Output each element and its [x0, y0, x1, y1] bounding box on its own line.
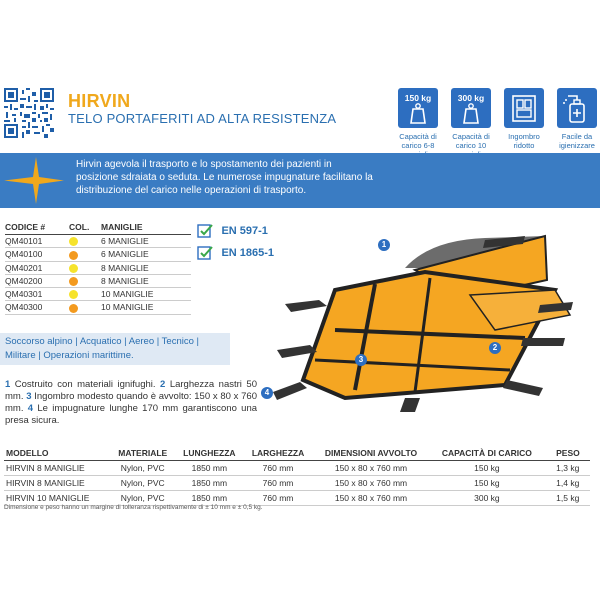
- handles-cell: 10 MANIGLIE: [101, 301, 191, 314]
- stretcher-illustration: [255, 220, 595, 420]
- handles-cell: 6 MANIGLIE: [101, 235, 191, 248]
- desc-number: 4: [27, 403, 34, 414]
- spec-row: [4, 461, 590, 476]
- spec-cell: 1,5 kg: [544, 491, 590, 506]
- color-swatch: [69, 264, 78, 273]
- check-icon: [197, 223, 213, 239]
- spec-cell: 1850 mm: [175, 491, 244, 506]
- spec-header: LARGHEZZA: [244, 446, 313, 461]
- spec-cell: 1850 mm: [175, 461, 244, 476]
- code-cell: QM40201: [5, 261, 69, 274]
- qr-code-icon: [4, 88, 54, 138]
- codes-row: [5, 274, 191, 287]
- certification-label: EN 597-1: [221, 224, 268, 237]
- feature-caption: Capacità di carico 6-8: [399, 132, 437, 150]
- spec-header: CAPACITÀ DI CARICO: [430, 446, 545, 461]
- handles-cell: 10 MANIGLIE: [101, 288, 191, 301]
- desc-text: Le impugnature lunghe 170 mm garantiscono una presa sicura.: [5, 403, 258, 426]
- certification-label: EN 1865-1: [221, 246, 275, 259]
- spec-cell: 760 mm: [244, 461, 313, 476]
- codes-row: [5, 261, 191, 274]
- weight-150-label: 150 kg: [404, 93, 432, 103]
- color-cell: [69, 261, 101, 274]
- color-swatch: [69, 290, 78, 299]
- feature-caption: Capacità di carico 10: [452, 132, 490, 150]
- spec-cell: 150 x 80 x 760 mm: [312, 491, 429, 506]
- sanitizer-icon: [557, 88, 597, 128]
- weight-300kg-icon: [451, 88, 491, 128]
- spec-cell: HIRVIN 8 MANIGLIE: [4, 476, 111, 491]
- codes-row: [5, 235, 191, 248]
- spec-cell: HIRVIN 10 MANIGLIE: [4, 491, 111, 506]
- callout-3: 3: [355, 354, 367, 366]
- spec-cell: 1850 mm: [175, 476, 244, 491]
- weight-300-label: 300 kg: [457, 93, 485, 103]
- color-swatch: [69, 237, 78, 246]
- spec-table: [4, 446, 590, 506]
- spec-header: LUNGHEZZA: [175, 446, 244, 461]
- codes-header: CODICE #: [5, 222, 69, 235]
- codes-header: COL.: [69, 222, 101, 235]
- weight-150kg-icon: [398, 88, 438, 128]
- spec-cell: 760 mm: [244, 476, 313, 491]
- spec-row: [4, 476, 590, 491]
- stretcher-photo: [255, 220, 595, 420]
- code-cell: QM40101: [5, 235, 69, 248]
- spec-cell: 150 kg: [430, 461, 545, 476]
- color-cell: [69, 235, 101, 248]
- color-swatch: [69, 251, 78, 260]
- check-icon: [197, 245, 213, 261]
- color-cell: [69, 288, 101, 301]
- spec-header: PESO: [544, 446, 590, 461]
- spec-cell: HIRVIN 8 MANIGLIE: [4, 461, 111, 476]
- desc-text: Ingombro modesto quando è avvolto: 150 x 80 x 760 mm.: [5, 391, 257, 414]
- handles-cell: 6 MANIGLIE: [101, 248, 191, 261]
- spec-header: MODELLO: [4, 446, 111, 461]
- features-description: [5, 379, 257, 427]
- code-cell: QM40301: [5, 288, 69, 301]
- feature-caption: Facile da igienizzare: [559, 132, 595, 150]
- spec-cell: 150 kg: [430, 476, 545, 491]
- product-subtitle: TELO PORTAFERITI AD ALTA RESISTENZA: [68, 111, 337, 126]
- intro-text: Hirvin agevola il trasporto e lo spostamento dei pazienti in posizione sdraiata o seduta. Le numerose impugnature facilitano la distribuzione del carico nelle operazioni di trasporto.: [76, 159, 373, 196]
- color-cell: [69, 274, 101, 287]
- desc-text: Costruito con materiali ignifughi.: [10, 379, 161, 390]
- spec-header: MATERIALE: [111, 446, 175, 461]
- desc-number: 3: [26, 391, 32, 402]
- codes-row: [5, 301, 191, 314]
- code-cell: QM40300: [5, 301, 69, 314]
- spec-header: DIMENSIONI AVVOLTO: [312, 446, 429, 461]
- color-swatch: [69, 304, 78, 313]
- codes-row: [5, 248, 191, 261]
- spec-cell: 150 x 80 x 760 mm: [312, 476, 429, 491]
- spec-cell: 1,4 kg: [544, 476, 590, 491]
- spec-cell: 150 x 80 x 760 mm: [312, 461, 429, 476]
- spec-cell: 760 mm: [244, 491, 313, 506]
- color-cell: [69, 248, 101, 261]
- spec-cell: Nylon, PVC: [111, 476, 175, 491]
- desc-number: 1: [5, 379, 11, 390]
- brand-title: HIRVIN: [68, 91, 131, 111]
- tolerance-note: Dimensione e peso hanno un margine di tolleranza rispettivamente di ± 10 mm e ± 0,5 kg.: [4, 504, 263, 511]
- spec-cell: Nylon, PVC: [111, 491, 175, 506]
- desc-text: Larghezza nastri 50 mm.: [5, 379, 257, 402]
- spec-cell: 1,3 kg: [544, 461, 590, 476]
- codes-header: MANIGLIE: [101, 222, 191, 235]
- uses-text: Soccorso alpino | Acquatico | Aereo | Tecnico | Militare | Operazioni marittime.: [5, 336, 200, 361]
- callout-1: 1: [378, 239, 390, 251]
- handles-cell: 8 MANIGLIE: [101, 274, 191, 287]
- callout-4: 4: [261, 387, 273, 399]
- color-cell: [69, 301, 101, 314]
- codes-row: [5, 288, 191, 301]
- compact-size-icon: [504, 88, 544, 128]
- code-cell: QM40200: [5, 274, 69, 287]
- code-cell: QM40100: [5, 248, 69, 261]
- feature-caption: Ingombro ridotto: [508, 132, 540, 150]
- codes-table: [5, 222, 191, 315]
- color-swatch: [69, 277, 78, 286]
- spec-cell: Nylon, PVC: [111, 461, 175, 476]
- spec-cell: 300 kg: [430, 491, 545, 506]
- callout-2: 2: [489, 342, 501, 354]
- handles-cell: 8 MANIGLIE: [101, 261, 191, 274]
- desc-number: 2: [160, 379, 166, 390]
- star-of-life-cross-icon: [0, 153, 68, 208]
